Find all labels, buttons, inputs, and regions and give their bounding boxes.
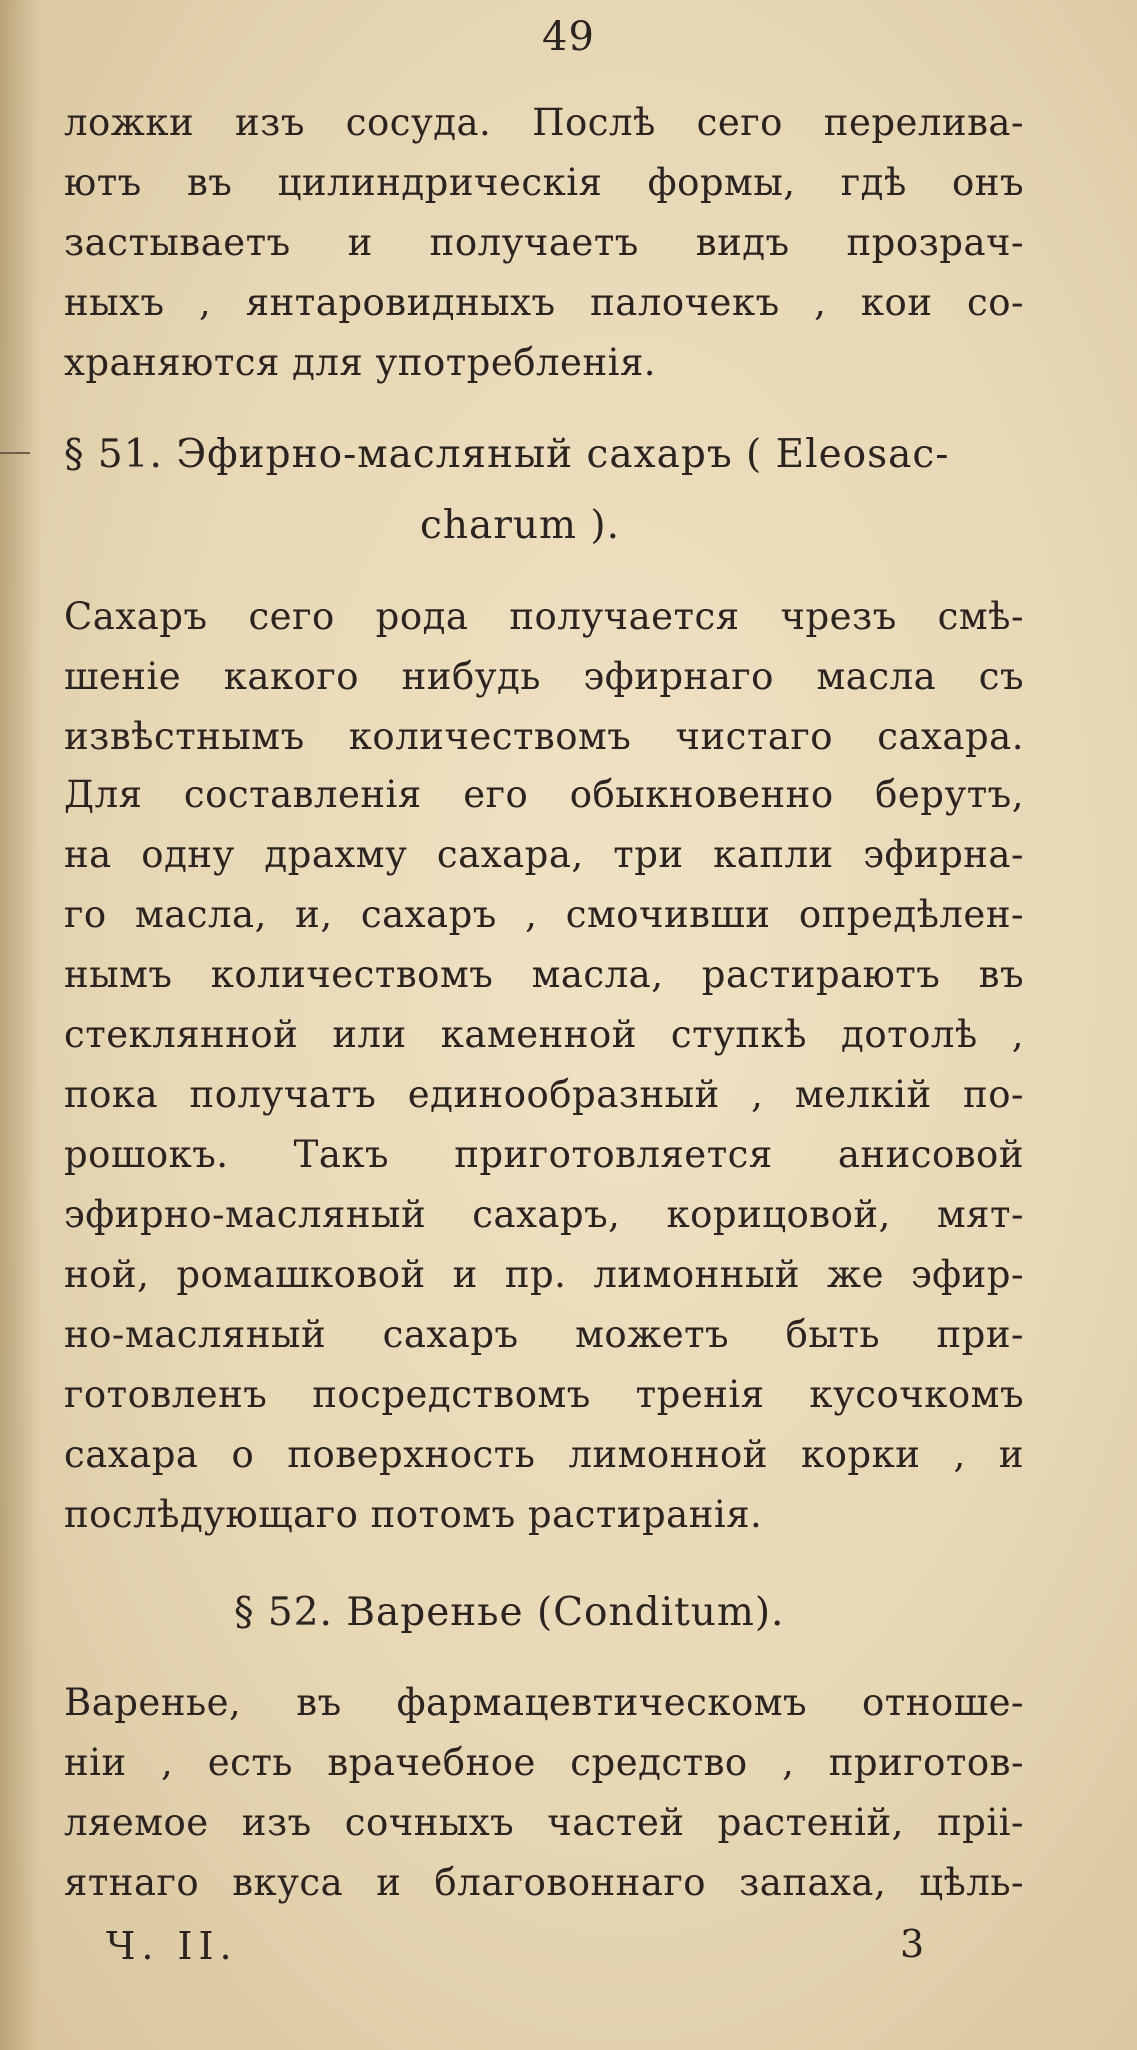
text-line: сахара о поверхность лимонной корки , и xyxy=(64,1433,1024,1476)
text-line: но-масляный сахаръ можетъ быть при- xyxy=(64,1313,1024,1356)
text-line: го масла, и, сахаръ , смочивши опредѣлен- xyxy=(64,893,1024,936)
section-51-heading-cont: charum ). xyxy=(420,503,620,548)
text-line: ютъ въ цилиндрическія формы, гдѣ онъ xyxy=(64,161,1024,204)
text-line: послѣдующаго потомъ растиранія. xyxy=(64,1493,763,1536)
page-number: 49 xyxy=(542,14,595,60)
text-line: извѣстнымъ количествомъ чистаго сахара. xyxy=(64,715,1024,758)
text-line: ятнаго вкуса и благовоннаго запаха, цѣль- xyxy=(64,1861,1024,1904)
page-gutter-shadow xyxy=(0,0,40,2050)
text-line: на одну драхму сахара, три капли эфирна- xyxy=(64,833,1024,876)
text-line: стеклянной или каменной ступкѣ дотолѣ , xyxy=(64,1013,1024,1056)
text-line: ніи , есть врачебное средство , приготов- xyxy=(64,1741,1024,1784)
text-line: шеніе какого нибудь эфирнаго масла съ xyxy=(64,655,1024,698)
text-line: нымъ количествомъ масла, растираютъ въ xyxy=(64,953,1024,996)
signature-mark: Ч. II. xyxy=(106,1924,238,1968)
text-line: застываетъ и получаетъ видъ прозрач- xyxy=(64,221,1024,264)
text-line: храняются для употребленія. xyxy=(64,341,657,384)
signature-number: 3 xyxy=(900,1922,925,1966)
text-line: рошокъ. Такъ приготовляется анисовой xyxy=(64,1133,1024,1176)
text-line: ляемое изъ сочныхъ частей растеній, пріі- xyxy=(64,1801,1024,1844)
text-line: готовленъ посредствомъ тренія кусочкомъ xyxy=(64,1373,1024,1416)
text-line: ныхъ , янтаровидныхъ палочекъ , кои со- xyxy=(64,281,1024,324)
text-line: эфирно-масляный сахаръ, корицовой, мят- xyxy=(64,1193,1024,1236)
text-line: пока получатъ единообразный , мелкій по- xyxy=(64,1073,1024,1116)
text-line: Варенье, въ фармацевтическомъ отноше- xyxy=(64,1681,1024,1724)
section-52-heading: § 52. Варенье (Conditum). xyxy=(234,1590,785,1635)
text-line: Для составленія его обыкновенно берутъ, xyxy=(64,773,1024,816)
margin-mark xyxy=(0,452,30,454)
text-line: Сахаръ сего рода получается чрезъ смѣ- xyxy=(64,595,1024,638)
section-51-heading: § 51. Эфирно-масляный сахаръ ( Eleosac- xyxy=(64,432,950,477)
text-line: ложки изъ сосуда. Послѣ сего перелива- xyxy=(64,101,1024,144)
text-line: ной, ромашковой и пр. лимонный же эфир- xyxy=(64,1253,1024,1296)
